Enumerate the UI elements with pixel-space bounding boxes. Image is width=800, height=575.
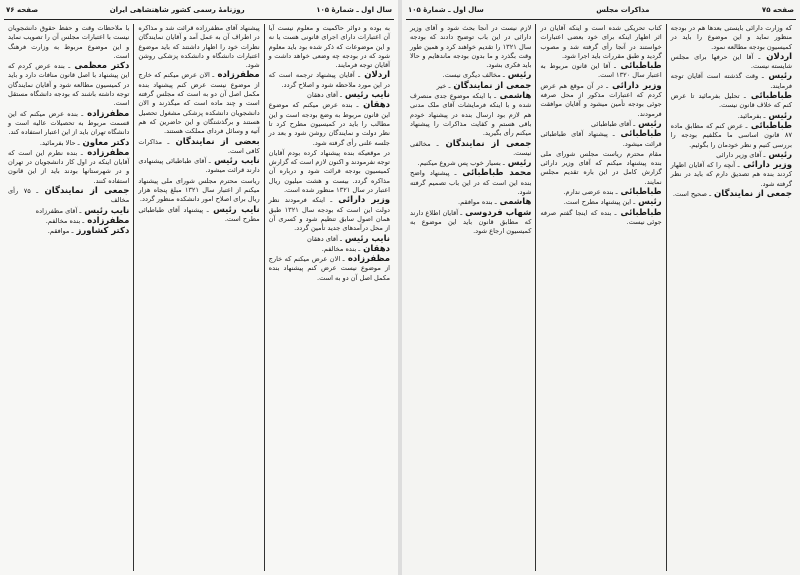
debate-paragraph (8, 24, 129, 61)
debate-paragraph (540, 188, 661, 197)
speech-text: ـ الان عرض میکنم که خارج از موضوع نیست عرض کنم پیشنهاد بنده مکمل اصل آن دو به است که مجلس گرفته است و چند ماده است که میگذرند و الان دانشجویان دانشکده پزشکی مشغول تحصیل هستند و برگذشتگان و این حاضرین که هم آتیه و وسائل فردای مملکت هستند. (138, 71, 260, 136)
speech-text: ـ مخالف دیگری نیست. (442, 71, 505, 80)
speech-text: ـ این پیشنهاد مطرح است. (563, 198, 636, 207)
debate-paragraph (540, 209, 661, 228)
debate-paragraph (138, 177, 259, 205)
debate-paragraph (671, 151, 792, 160)
speech-text: ـ بنده عرض میکنم که این قسمت مربوط به تحصیلات عالیه است و دانشگاه تهران باید از این اعتبار استفاده کند. (8, 109, 130, 137)
speech-text: ـ آقای وزیر دارائی (716, 150, 766, 159)
debate-paragraph (540, 82, 661, 119)
speech-text: ـ آقای طباطبائی (591, 119, 636, 128)
speaker-name: نایب رئیس (341, 90, 390, 101)
speech-text: ـ بنده نظرم این است که آقایان اینکه در اول کار دانشجویان در تهران و در شهرستانها بودند باید از این قانون استفاده کنند. (8, 148, 130, 185)
speech-text: ـ مخالفی نیست. (410, 139, 532, 157)
speaker-name: رئیس (504, 70, 532, 81)
debate-paragraph (269, 71, 390, 90)
debate-paragraph (410, 140, 531, 159)
speech-text: ـ وقت گذشته است آقایان توجه فرمایند. (670, 72, 792, 90)
speech-text: ـ آقا این قانون مربوط به اعتبار سال ۱۳۲۰ است. (540, 62, 662, 80)
debate-paragraph (671, 112, 792, 121)
speech-text: ـ موافقم. (47, 227, 74, 236)
speaker-name: نایب رئیس (81, 205, 130, 216)
speech-text: ـ خیر (436, 81, 451, 90)
speaker-name: طباطبائی (747, 120, 792, 131)
speech-text: ـ بنده مخالفم. (45, 216, 85, 225)
speaker-name: رئیس (763, 71, 792, 82)
header-divider (4, 19, 394, 20)
speaker-name: مظفرزاده (83, 108, 130, 119)
speech-text: ـ بنده موافقم. (458, 198, 497, 207)
debate-paragraph (138, 206, 259, 225)
speech-text: ـ آقای دهقان (307, 234, 342, 243)
speaker-name: اردلان (360, 70, 390, 81)
speaker-name: دکتر معاون (79, 137, 130, 148)
debate-paragraph (8, 187, 129, 206)
speaker-name: دکتر معظمی (70, 61, 130, 72)
debate-paragraph (8, 139, 129, 148)
speaker-name: وزیر دارائی (739, 160, 792, 171)
speaker-name: رئیس (504, 158, 532, 169)
speaker-name: هاشمی (496, 197, 532, 208)
speaker-name: مظفرزاده (82, 147, 130, 158)
debate-paragraph (671, 122, 792, 150)
debate-paragraph (138, 24, 259, 70)
speech-text: ـ آقای دهقان (307, 91, 342, 100)
speech-text: ـ بسیار خوب پس شروع میکنیم. (417, 159, 505, 168)
speech-text: ـ آقا این حرفها برای مجلس شایسته نیست. (670, 52, 792, 71)
debate-paragraph (269, 149, 390, 195)
speaker-name: رئیس (765, 149, 792, 160)
speech-text: ـ بنده عرضی ندارم. (563, 188, 618, 197)
speaker-name: رئیس (635, 118, 662, 129)
speaker-name: نایب رئیس (341, 233, 390, 244)
debate-paragraph (8, 149, 129, 186)
speaker-name: نایب رئیس (210, 156, 260, 167)
right-newspaper-page (402, 0, 800, 575)
debate-paragraph (410, 159, 531, 168)
debate-paragraph (671, 72, 792, 91)
debate-paragraph (410, 24, 531, 70)
speech-text: در موقعیکه بنده پیشنهاد کرده بودم آقایان توجه نفرمودند و اکنون لازم است که گزارش کمیسیون بودجه قرائت شود و درباره آن مذاکره گردد. بیست و هشت میلیون ریال اعتبار در سال ۱۳۲۱ منظور شده است. (268, 148, 390, 195)
debate-paragraph (540, 130, 661, 149)
debate-paragraph (540, 24, 661, 61)
speech-text: ـ تحلیل بفرمائید تا عرض کنم که خلاف قانون نیست. (670, 92, 792, 110)
debate-paragraph (138, 157, 259, 176)
speaker-name: هاشمی (496, 91, 532, 102)
left-page-title: روزنامهٔ رسمی کشور شاهنشاهی ایران (109, 6, 245, 14)
debate-paragraph (138, 71, 259, 136)
speaker-name: مظفرزاده (84, 215, 130, 226)
debate-paragraph (540, 150, 661, 187)
speaker-name: دهقان (358, 100, 390, 111)
speaker-name: اردلان (760, 51, 792, 62)
speaker-name: شهاب فردوسی (462, 207, 532, 218)
speaker-name: طباطبائی (745, 91, 792, 102)
speaker-name: نایب رئیس (208, 204, 260, 215)
debate-paragraph (269, 196, 390, 233)
speaker-name: رئیس (635, 197, 662, 208)
debate-paragraph (410, 92, 531, 138)
debate-paragraph (8, 110, 129, 138)
speech-text: ـ پیشنهاد آقای طباطبائی مطرح است. (138, 205, 260, 223)
speech-text: ـ حالا بفرمائید. (39, 138, 80, 147)
debate-paragraph (540, 198, 661, 207)
debate-paragraph (671, 53, 792, 72)
speech-text: ـ در آن موقع هم عرض کردم که اعتبارات مذکور از محل صرفه جوئی بودجه تأمین میشود و آقایان موافقت فرمودند. (540, 81, 662, 118)
speaker-name: طباطبائی (615, 61, 662, 72)
speech-text: ـ مذاکرات کافی است. (138, 137, 260, 155)
speech-text: ـ آقایان اطلاع دارند که مطابق قانون باید این موضوع به کمیسیون ارجاع شود. (410, 208, 532, 236)
speech-text: لازم نیست در آنجا بحث شود و آقای وزیر دارائی در این باب توضیح دادند که بودجه سال ۱۳۲۱ را تقدیم خواهند کرد و همین طور وقت بگذرد و ما بدون بودجه ماندهایم و حالا باید فکری بشود. (410, 24, 532, 70)
speech-text: ـ آقایان پیشنهاد ترجمه است که در این مورد ملاحظه شود و اصلاح گردد. (268, 71, 390, 89)
speaker-name: طباطبائی (617, 187, 662, 198)
header-divider (406, 19, 796, 20)
right-page-number: صفحه ۷۵ (761, 6, 794, 14)
text-column (406, 24, 535, 571)
debate-paragraph (671, 92, 792, 111)
speaker-name: وزیر دارائی (608, 80, 662, 91)
debate-paragraph (410, 169, 531, 197)
speech-text: پیشنهاد آقای مظفرزاده قرائت شد و مذاکره در اطراف آن به عمل آمد و آقایان نمایندگان نظرات خود را اظهار داشتند که باید موضوع اعتبارات دانشگاه و دانشکده پزشکی روشن شود. (138, 24, 260, 70)
debate-paragraph (138, 138, 259, 157)
text-column (4, 24, 133, 571)
speaker-name: جمعی از نمایندگان (438, 138, 532, 149)
speaker-name: جمعی از نمایندگان (711, 189, 792, 200)
speech-text: ـ اینکه فرمودند نظر دولت این است که بودجه سال ۱۳۲۱ طبق همان اصول سابق تنظیم شود و کسری آن از محل درآمدهای جدید تأمین گردد. (268, 196, 390, 233)
speech-text: ـ صحیح است. (672, 190, 712, 199)
debate-paragraph (269, 101, 390, 147)
debate-paragraph (269, 91, 390, 100)
speech-text: ـ پیشنهاد آقای طباطبائی قرائت میشود. (540, 130, 662, 148)
speaker-name: بعضی از نمایندگان (169, 136, 260, 147)
text-column (133, 24, 263, 571)
right-issue-label: سال اول ـ شمارهٔ ۱۰۵ (408, 6, 484, 14)
speaker-name: جمعی از نمایندگان (450, 80, 532, 91)
speech-text: که وزارت دارائی بایستی بعدها هم در بودجه منظور نماید و این موضوع را باید در کمیسیون بودجه مطالعه نمود. (670, 24, 792, 51)
speech-text: ـ ۷۵ رأی مخالف (8, 187, 130, 205)
text-column (535, 24, 665, 571)
debate-paragraph (8, 207, 129, 216)
left-issue-label: سال اول ـ شمارهٔ ۱۰۵ (316, 6, 392, 14)
debate-paragraph (540, 120, 661, 129)
debate-paragraph (269, 245, 390, 254)
speech-text: مقام محترم ریاست مجلس شورای ملی بنده پیشنهاد میکنم که آقای وزیر دارائی گزارش کامل در این باره تقدیم مجلس نمایند. (540, 149, 662, 186)
debate-paragraph (269, 235, 390, 244)
debate-paragraph (410, 82, 531, 91)
debate-paragraph (671, 24, 792, 52)
speaker-name: جمعی از نمایندگان (38, 186, 130, 197)
text-column (666, 24, 796, 571)
speech-text: ـ بنده عرض میکنم که موضوع این قانون مربوط به وضع بودجه است و این مطالب را باید در کمیسیون مطرح کرد تا نظر دولت و نمایندگان روشن شود و بعد در جلسه علنی رأی گرفته شود. (268, 101, 390, 147)
speaker-name: طباطبائی (614, 129, 662, 140)
speech-text: ـ عرض کنم که مطابق ماده ۸۷ قانون اساسی ما مکلفیم بودجه را بررسی کنیم و نظر خودمان را بگوئیم. (670, 121, 792, 149)
debate-paragraph (671, 190, 792, 199)
debate-paragraph (269, 24, 390, 70)
speech-text: ـ بنده عرض کردم که این پیشنهاد با اصل قانون منافات دارد و باید در کمیسیون مطالعه شود و آقایان نمایندگان توجه داشته باشند که بودجه دانشگاه مستقل است. (8, 62, 130, 108)
speech-text: ـ بنده که اینجا گفتم صرفه جوئی نیست. (540, 208, 662, 226)
debate-paragraph (8, 227, 129, 236)
debate-paragraph (269, 255, 390, 283)
speech-text: به بوده و دوائر حاکمیت و معلوم نیست آیا آن اعتبارات دارای اجرای قانونی هست یا نه و این موضوعات که ذکر شده بود باید معلوم شود که در بودجه چه وضعی خواهد داشت و آقایان توجه فرمایند. (268, 24, 390, 70)
speech-text: ـ الان عرض میکنم که خارج از موضوع نیست عرض کنم پیشنهاد بنده مکمل اصل آن دو به است. (268, 255, 390, 282)
debate-paragraph (8, 217, 129, 226)
debate-paragraph (410, 71, 531, 80)
right-page-title: مذاکرات مجلس (596, 6, 650, 14)
debate-paragraph (410, 209, 531, 237)
debate-paragraph (8, 62, 129, 108)
speaker-name: دکتر کشاورز (73, 226, 130, 237)
right-columns (406, 24, 796, 571)
speaker-name: طباطبائی (616, 207, 662, 218)
speech-text: ـ بفرمائید. (737, 111, 766, 120)
left-page-number: صفحه ۷۶ (6, 6, 39, 14)
speech-text: ـ با اینکه موضوع جدی منصرف شده و با اینکه فرمایشات آقای ملک مدنی هم لازم بود ارسال بنده در پیشنهاد خودم باقی هستم و کفایت مذاکرات را پیشنهاد میکنم رأی بگیرید. (410, 92, 532, 138)
right-page-header (408, 3, 794, 17)
speech-text: ـ آقای مظفرزاده (35, 206, 82, 215)
speech-text: ـ پیشنهاد واضح بنده این است که در این باب تصمیم گرفته شود. (410, 169, 532, 197)
left-columns (4, 24, 394, 571)
speaker-name: مظفرزاده (344, 254, 390, 265)
speaker-name: مظفرزاده (214, 70, 260, 81)
speech-text: ـ آقای طباطبائی پیشنهادی دارند قرائت میشود. (138, 157, 260, 175)
debate-paragraph (540, 62, 661, 81)
left-page-header (6, 3, 392, 17)
speech-text: کتاب تحریکی شده است و اینکه آقایان در اثر اظهار اینکه برای خود بعضی اعتبارات خواستند در آنجا رأی گرفته شد و مصوب گردید و طبق مقررات باید اجرا شود. (540, 24, 662, 60)
left-newspaper-page (0, 0, 398, 575)
speech-text: ریاست محترم مجلس شورای ملی پیشنهاد میکنم از اعتبار سال ۱۳۲۱ مبلغ پنجاه هزار ریال برای اصلاح امور دانشکده منظور گردد. (138, 176, 260, 204)
speech-text: ـ بنده مخالفم. (321, 244, 361, 253)
debate-paragraph (410, 198, 531, 207)
speaker-name: دهقان (360, 243, 390, 254)
speech-text: با ملاحظات وقت و حفظ حقوق دانشجویان نیست با اعتبارات مجلس آن را تصویب نماید و این موضوع مربوط به وزارت فرهنگ است. (8, 24, 130, 60)
speech-text: ـ آنچه را که آقایان اظهار کردند بنده هم تصدیق دارم که باید در نظر گرفته شود. (670, 161, 792, 188)
text-column (264, 24, 394, 571)
debate-paragraph (671, 161, 792, 189)
speaker-name: محمد طباطبائی (456, 168, 532, 179)
speaker-name: وزیر دارائی (332, 195, 390, 206)
speaker-name: رئیس (765, 110, 792, 121)
